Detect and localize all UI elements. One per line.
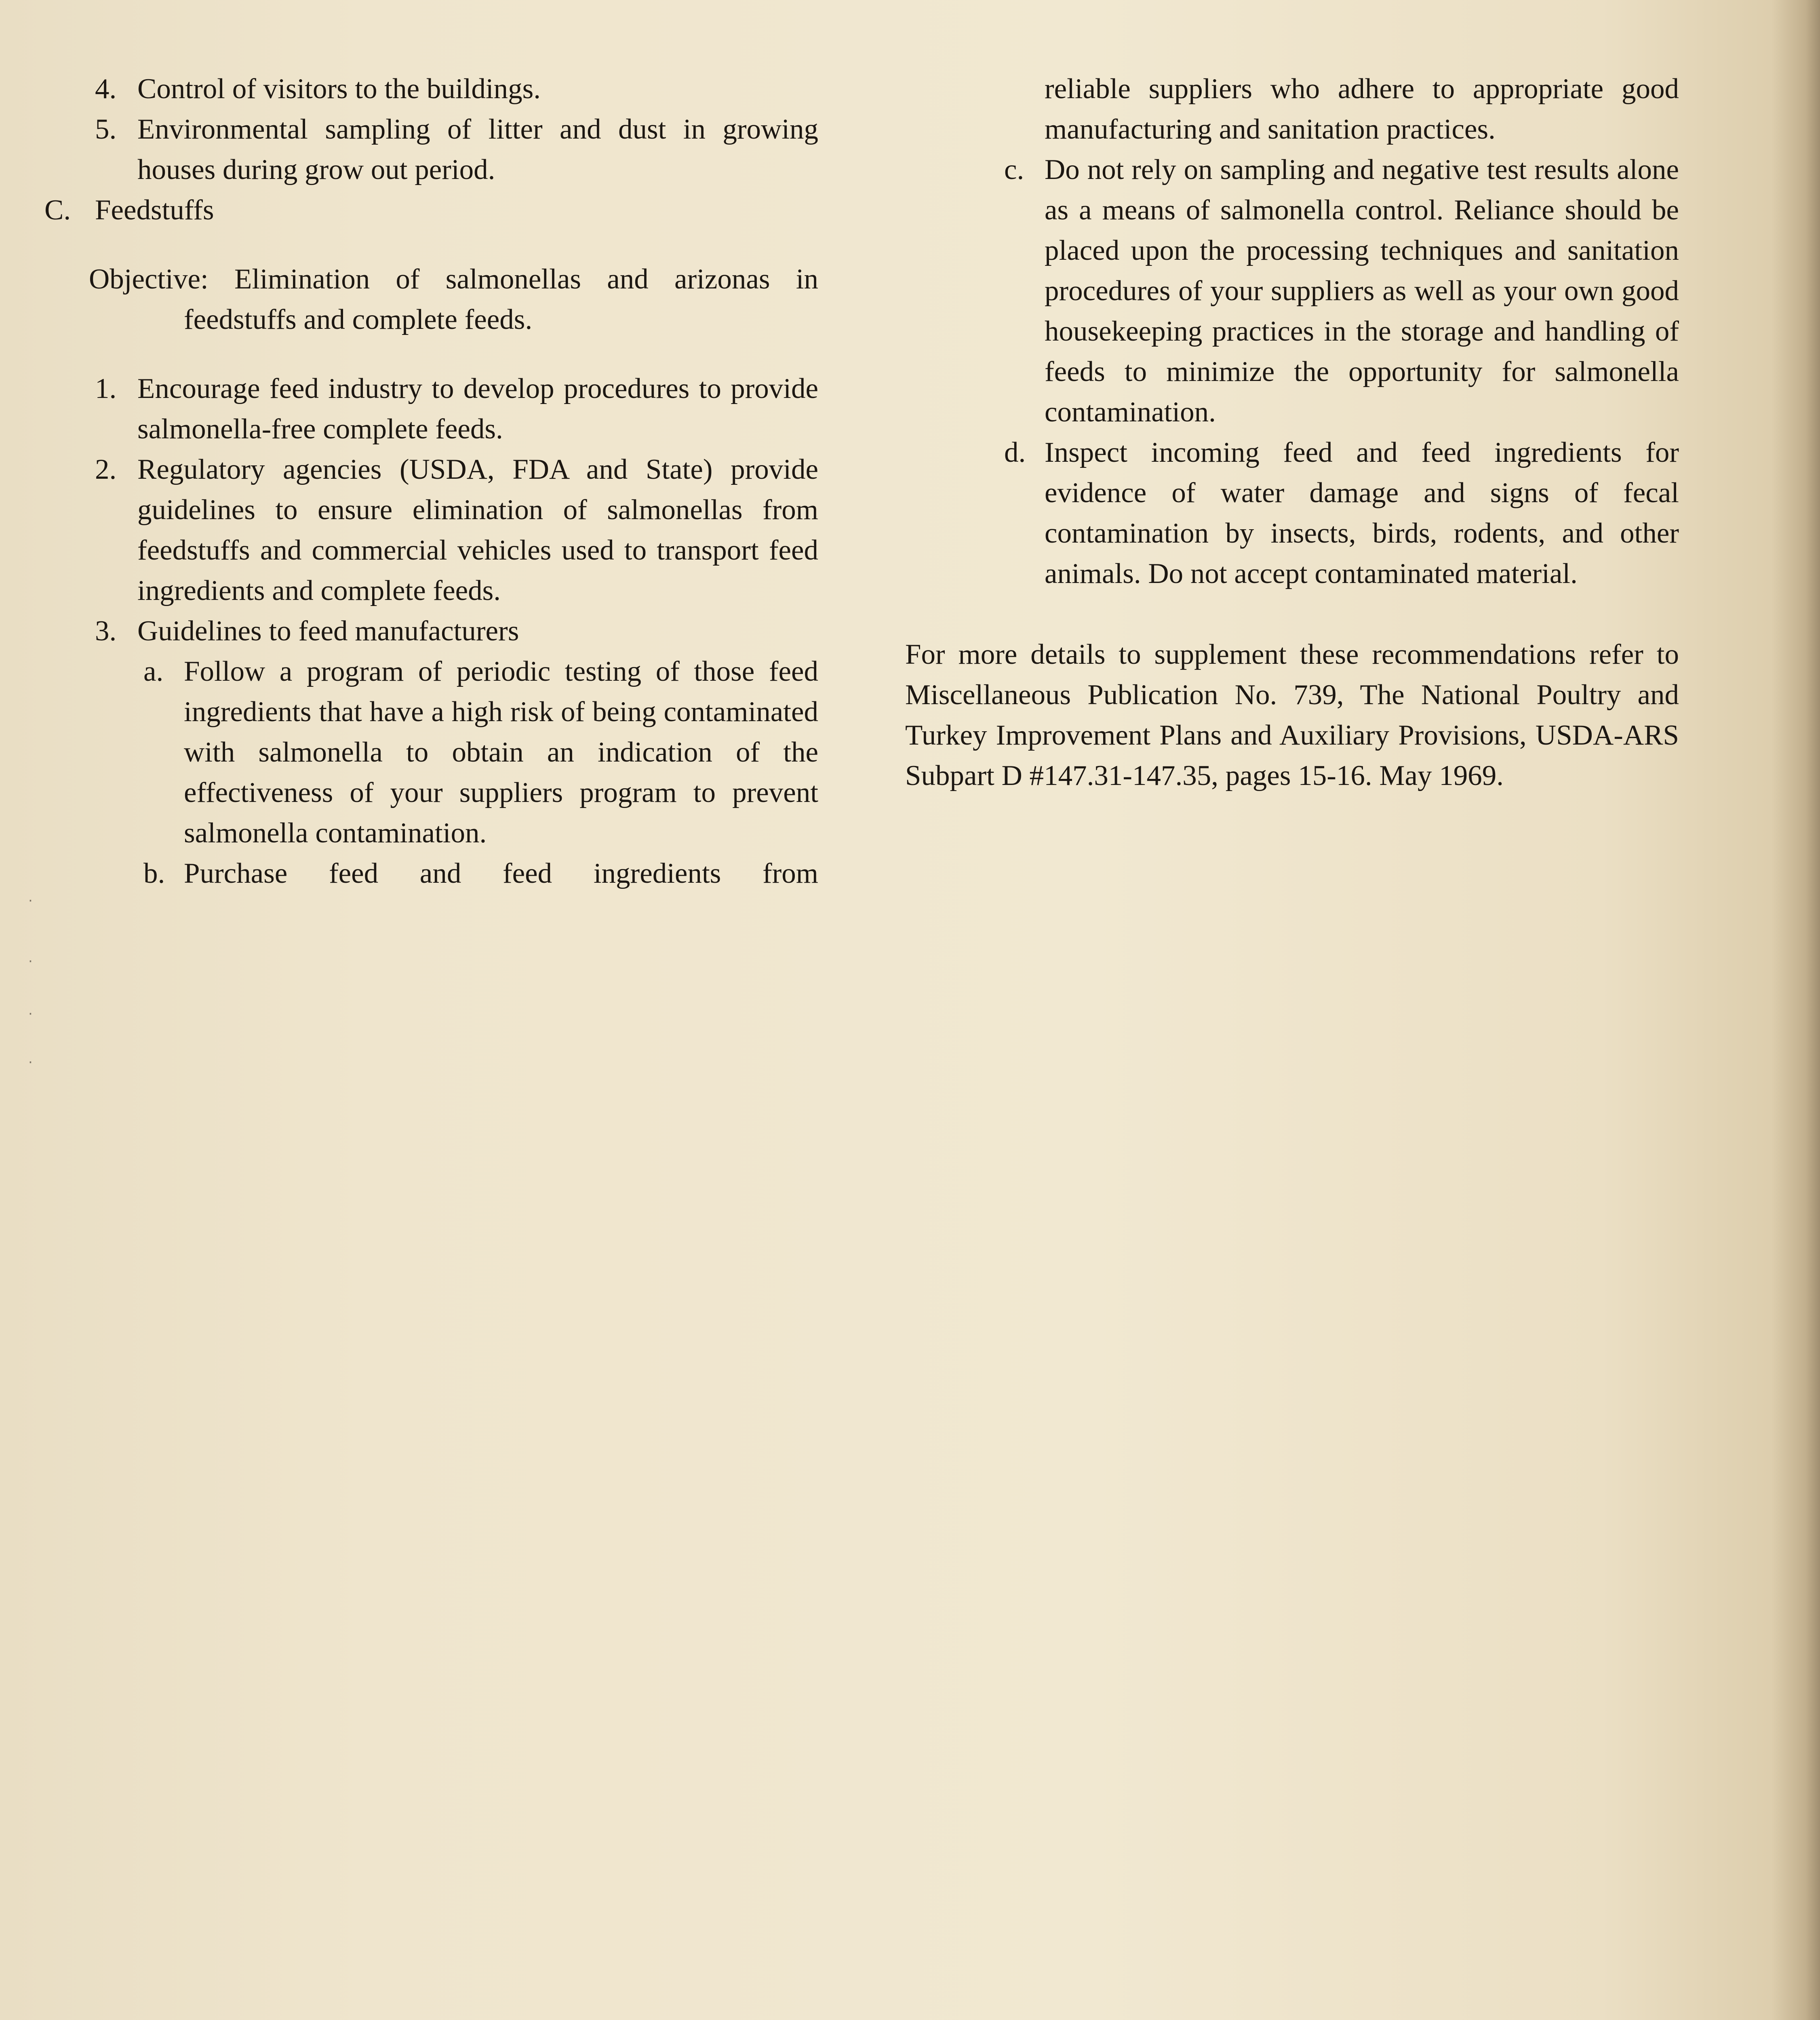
list-item-text: Inspect incoming feed and feed ingredients for evidence of water damage and signs of fecal contamination by insects, birds, rodents, and other animals. Do not accept contaminated material. bbox=[1045, 437, 1679, 589]
list-marker: a. bbox=[143, 656, 164, 687]
reference-note: For more details to supplement these recommendations refer to Miscellaneous Publication No. 739, The National Poultry and Turkey Improvement Plans and Auxiliary Provisions, USDA-ARS Subpart D #147.31-147.35, pages 15-16. May 1969. bbox=[905, 639, 1679, 791]
list-marker: 3. bbox=[95, 615, 117, 647]
objective-text: Objective: Elimination of salmonellas and arizonas in feedstuffs and complete feeds. bbox=[89, 263, 818, 335]
list-item-text: Regulatory agencies (USDA, FDA and State) provide guidelines to ensure elimination of salmonellas from feedstuffs and commercial vehicles used to transport feed ingredients and complete feeds. bbox=[137, 454, 818, 606]
margin-speck: · bbox=[28, 1006, 33, 1022]
left-column bbox=[44, 69, 818, 894]
list-item-text: Follow a program of periodic testing of those feed ingredients that have a high risk of being contaminated with salmonella to obtain an indication of the effectiveness of your suppliers program to prevent salmonella contamination. bbox=[184, 656, 818, 849]
section-marker: C. bbox=[44, 194, 71, 226]
list-item-4 bbox=[44, 69, 818, 109]
margin-speck: · bbox=[28, 893, 33, 909]
margin-speck: · bbox=[28, 953, 33, 970]
list-item-c3c bbox=[905, 149, 1679, 432]
margin-speck: · bbox=[28, 1054, 33, 1071]
list-item-text: Control of visitors to the buildings. bbox=[137, 73, 541, 105]
binding-shadow bbox=[1772, 0, 1820, 2020]
list-item-c3d bbox=[905, 432, 1679, 594]
paragraph-spacer bbox=[905, 594, 1679, 634]
list-marker: c. bbox=[1004, 154, 1024, 185]
list-item-c3 bbox=[44, 611, 818, 651]
list-marker: 2. bbox=[95, 454, 117, 485]
list-item-text: Do not rely on sampling and negative test results alone as a means of salmonella control. Reliance should be placed upon the processing techniques and sanitation procedures of your suppliers as well as your own good housekeeping practices in the storage and handling of feeds to minimize the opportunity for salmonella contamination. bbox=[1045, 154, 1679, 428]
list-item-text: Guidelines to feed manufacturers bbox=[137, 615, 519, 647]
list-marker: b. bbox=[143, 858, 165, 889]
list-item-c3a bbox=[44, 651, 818, 853]
right-column bbox=[905, 69, 1679, 796]
list-marker: 5. bbox=[95, 114, 117, 145]
list-marker: 1. bbox=[95, 373, 117, 404]
section-title: Feedstuffs bbox=[95, 194, 214, 226]
list-marker: d. bbox=[1004, 437, 1026, 468]
section-heading-feedstuffs bbox=[44, 190, 818, 230]
list-item-5 bbox=[44, 109, 818, 190]
list-item-c3b bbox=[44, 853, 818, 894]
list-item-c1 bbox=[44, 368, 818, 449]
list-item-c2 bbox=[44, 449, 818, 611]
list-marker: 4. bbox=[95, 73, 117, 105]
list-item-text: Environmental sampling of litter and dust in growing houses during grow out period. bbox=[137, 114, 818, 185]
list-item-c3b-continued: reliable suppliers who adhere to appropriate good manufacturing and sanitation practices. bbox=[1045, 73, 1679, 145]
list-item-text: Purchase feed and feed ingredients from bbox=[184, 858, 818, 889]
list-item-text: Encourage feed industry to develop procedures to provide salmonella-free complete feeds. bbox=[137, 373, 818, 445]
